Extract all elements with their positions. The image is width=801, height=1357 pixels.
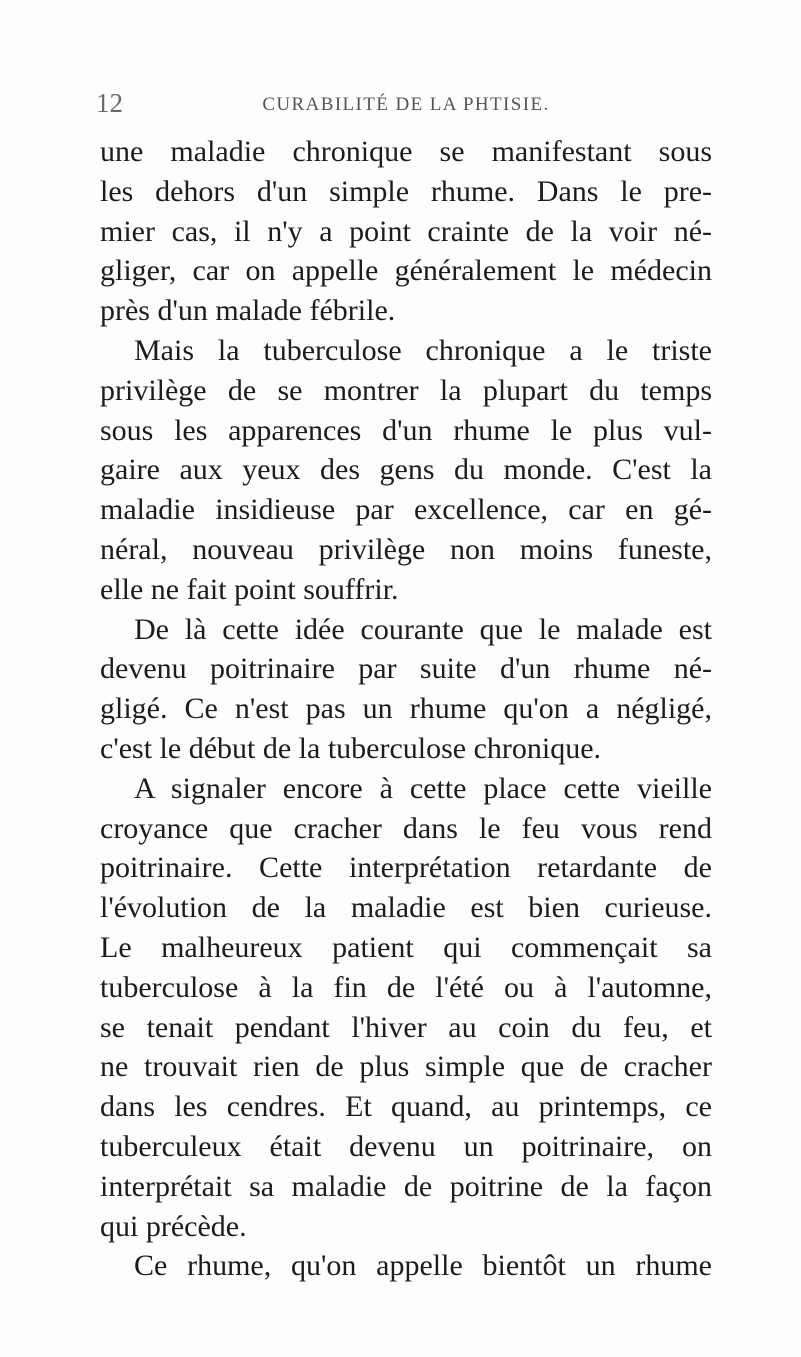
- text-line: croyance que cracher dans le feu vous rend: [100, 811, 712, 845]
- text-line: elle ne fait point souffrir.: [100, 572, 399, 606]
- text-line: qui précède.: [100, 1209, 247, 1243]
- text-line: c'est le début de la tuberculose chronique.: [100, 731, 602, 765]
- running-title: CURABILITÉ DE LA PHTISIE.: [262, 94, 550, 115]
- text-line: poitrinaire. Cette interprétation retardante de: [100, 851, 712, 885]
- text-line: Le malheureux patient qui commençait sa: [100, 930, 712, 964]
- text-line: Ce rhume, qu'on appelle bientôt un rhume: [134, 1249, 712, 1283]
- text-line: De là cette idée courante que le malade est: [134, 612, 712, 646]
- text-line: gligé. Ce n'est pas un rhume qu'on a négligé,: [100, 692, 712, 726]
- text-line: gaire aux yeux des gens du monde. C'est la: [100, 453, 712, 487]
- text-line: se tenait pendant l'hiver au coin du feu, et: [100, 1010, 712, 1044]
- text-line: dans les cendres. Et quand, au printemps, ce: [100, 1090, 712, 1124]
- text-line: tuberculose à la fin de l'été ou à l'automne,: [100, 970, 712, 1004]
- page-number: 12: [96, 88, 123, 118]
- text-line: néral, nouveau privilège non moins funeste,: [100, 532, 712, 566]
- text-line: privilège de se montrer la plupart du temps: [100, 373, 712, 407]
- page-header: [96, 88, 716, 118]
- text-line: mier cas, il n'y a point crainte de la voir né-: [100, 214, 712, 248]
- text-line: A signaler encore à cette place cette vieille: [134, 771, 712, 805]
- text-line: maladie insidieuse par excellence, car en gé-: [100, 493, 712, 527]
- text-line: tuberculeux était devenu un poitrinaire, on: [100, 1129, 712, 1163]
- body-text: [100, 132, 712, 1286]
- text-line: sous les apparences d'un rhume le plus vul-: [100, 413, 712, 447]
- text-line: près d'un malade fébrile.: [100, 294, 396, 328]
- text-line: Mais la tuberculose chronique a le triste: [134, 333, 712, 367]
- text-line: devenu poitrinaire par suite d'un rhume né-: [100, 652, 712, 686]
- text-line: une maladie chronique se manifestant sous: [100, 135, 712, 168]
- text-line: interprétait sa maladie de poitrine de la façon: [100, 1169, 712, 1203]
- text-line: ne trouvait rien de plus simple que de cracher: [100, 1050, 712, 1084]
- text-line: les dehors d'un simple rhume. Dans le pre-: [100, 174, 712, 208]
- text-line: gliger, car on appelle généralement le médecin: [100, 254, 712, 288]
- text-line: l'évolution de la maladie est bien curieuse.: [100, 891, 712, 925]
